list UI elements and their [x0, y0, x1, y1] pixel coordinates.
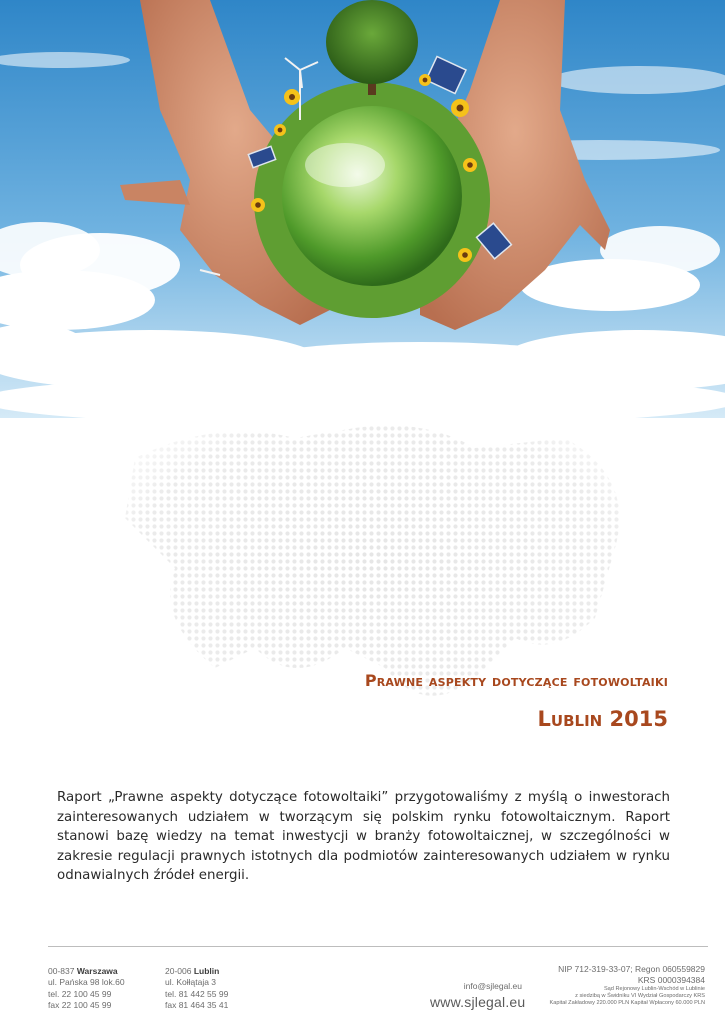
cover-image: [0, 0, 725, 418]
document-title: Prawne aspekty dotyczące fotowoltaiki: [364, 671, 668, 690]
email-link[interactable]: info@sjlegal.eu: [463, 981, 522, 991]
nip-regon: NIP 712-319-33-07; Regon 060559829: [558, 964, 705, 974]
capital-line: Kapitał Zakładowy 220.000 PLN Kapitał Wpłacony 60.000 PLN: [549, 1000, 705, 1007]
office-warszawa: [48, 966, 125, 1012]
phone: tel. 81 442 55 99: [165, 988, 229, 999]
abstract-paragraph: Raport „Prawne aspekty dotyczące fotowoltaiki” przygotowaliśmy z myślą o inwestorach zainteresowanych udziałem w tworzącym się polskim rynku fotowoltaicznym. Raport stanowi bazę wiedzy na temat inwestycji w branży fotowoltaicznej, w szczególności w zakresie regulacji prawnych istotnych dla podmiotów zainteresowanych udziałem w rynku odnawialnych źródeł energii.: [57, 790, 670, 883]
postcode: 20-006: [165, 966, 192, 976]
city: Lublin: [193, 966, 220, 976]
fax: fax 22 100 45 99: [48, 1000, 112, 1011]
city: Warszawa: [76, 966, 118, 976]
website-link[interactable]: www.sjlegal.eu: [430, 994, 526, 1010]
court-line-1: Sąd Rejonowy Lublin-Wschód w Lublinie: [603, 986, 705, 992]
street: ul. Pańska 98 lok.60: [48, 977, 125, 988]
dotted-world-map: [95, 418, 655, 748]
postcode: 00-837: [48, 966, 75, 976]
office-lublin: [165, 966, 228, 1012]
company-registration: [515, 964, 705, 1008]
krs-number: KRS 0000394384: [637, 975, 705, 985]
fax: fax 81 464 35 41: [165, 1000, 229, 1011]
street: ul. Kołłątaja 3: [165, 977, 217, 988]
contact-block: [430, 981, 526, 1010]
office-warszawa-city-line: [48, 966, 125, 977]
office-lublin-city-line: [165, 966, 228, 977]
phone: tel. 22 100 45 99: [48, 988, 112, 999]
footer-divider: [48, 946, 708, 947]
document-subtitle: Lublin 2015: [537, 707, 668, 731]
court-line-2: z siedzibą w Świdniku VI Wydział Gospodarczy KRS: [575, 993, 705, 1000]
